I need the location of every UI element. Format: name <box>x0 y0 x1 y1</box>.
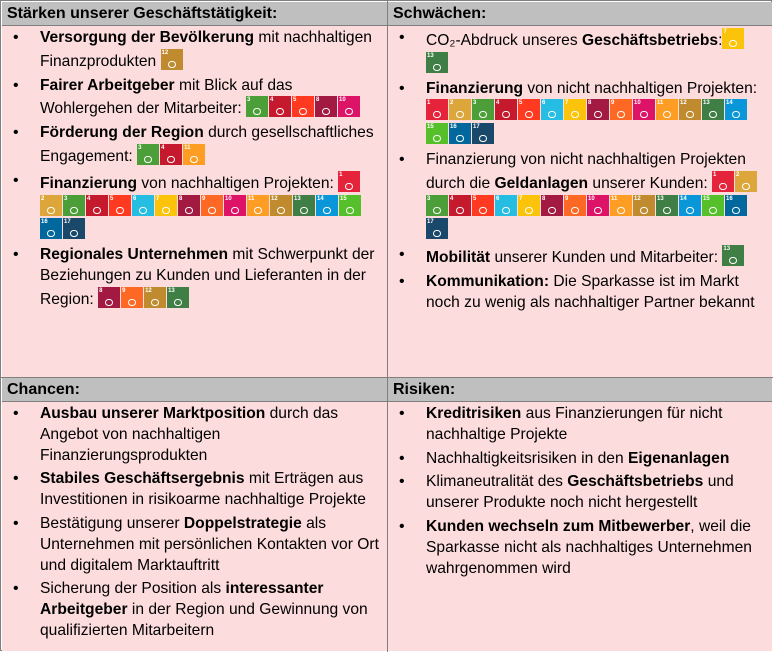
sdg-number: 13 <box>723 246 731 253</box>
sdg-number: 13 <box>294 195 301 202</box>
sdg-number: 2 <box>736 171 740 178</box>
sdg-6-icon <box>541 99 563 120</box>
sdg-pictogram <box>116 207 124 214</box>
sdg-icons <box>137 144 206 165</box>
sdg-number: 15 <box>427 124 434 131</box>
sdg-pictogram <box>663 111 671 118</box>
sdg-pictogram <box>345 183 353 190</box>
sdg-pictogram <box>276 108 284 115</box>
sdg-17-icon <box>426 218 448 239</box>
sdg-4-icon <box>160 144 182 165</box>
sdg-4-icon <box>449 195 471 216</box>
sdg-number: 5 <box>473 195 477 202</box>
list-item <box>2 579 381 641</box>
sdg-number: 17 <box>473 124 480 131</box>
sdg-13-icon <box>722 245 744 266</box>
sdg-pictogram <box>208 207 216 214</box>
item-text: , weil die Sparkasse nicht als nachhaltiges Unternehmen wahrgenommen wird <box>426 517 752 577</box>
row-divider <box>1 377 773 378</box>
sdg-pictogram <box>300 207 308 214</box>
sdg-14-icon <box>316 195 338 216</box>
sdg-pictogram <box>640 111 648 118</box>
sdg-14-icon <box>679 195 701 216</box>
sdg-number: 12 <box>161 49 169 56</box>
sdg-pictogram <box>525 207 533 214</box>
item-text: durch das Angebot von nachhaltigen Finanzierungsprodukten <box>40 405 339 464</box>
sdg-2-icon <box>40 195 62 216</box>
sdg-10-icon <box>338 96 360 117</box>
item-text: unserer Kunden: <box>588 174 713 192</box>
sdg-number: 9 <box>611 100 615 107</box>
strengths-quadrant <box>2 2 387 377</box>
sdg-pictogram <box>70 207 78 214</box>
weaknesses-quadrant <box>388 2 772 377</box>
sdg-pictogram <box>456 135 464 142</box>
sdg-3-icon <box>63 195 85 216</box>
sdg-pictogram <box>548 207 556 214</box>
sdg-number: 15 <box>703 195 710 202</box>
sdg-pictogram <box>346 207 354 214</box>
sdg-pictogram <box>167 156 175 163</box>
sdg-number: 12 <box>145 287 152 294</box>
sdg-number: 10 <box>339 97 346 104</box>
sdg-number: 11 <box>248 195 255 202</box>
list-item <box>388 272 766 314</box>
sdg-pictogram <box>502 111 510 118</box>
sdg-4-icon <box>495 99 517 120</box>
item-bold-text: Geldanlagen <box>494 174 589 192</box>
item-bold-text: Geschäftsbetriebs <box>567 473 704 491</box>
sdg-12-icon <box>270 195 292 216</box>
sdg-12-icon <box>633 195 655 216</box>
sdg-number: 16 <box>450 124 457 131</box>
item-bold-text: Doppelstrategie <box>183 514 302 532</box>
sdg-pictogram <box>433 230 441 237</box>
sdg-number: 16 <box>726 195 733 202</box>
sdg-pictogram <box>617 111 625 118</box>
sdg-17-icon <box>63 218 85 239</box>
sdg-number: 11 <box>657 100 664 107</box>
sdg-number: 1 <box>339 171 343 178</box>
sdg-14-icon <box>725 99 747 120</box>
sdg-pictogram <box>732 207 740 214</box>
sdg-13-icon <box>167 287 189 308</box>
item-text: Sicherung der Position als <box>40 580 226 598</box>
item-text: und unserer Produkte noch nicht hergestellt <box>426 473 734 512</box>
item-text: Klimaneutralität des <box>426 473 568 491</box>
sdg-pictogram <box>174 299 182 306</box>
sdg-number: 3 <box>427 195 431 202</box>
sdg-11-icon <box>610 195 632 216</box>
sdg-pictogram <box>277 207 285 214</box>
sdg-7-icon <box>722 28 744 49</box>
sdg-number: 9 <box>122 287 126 294</box>
sdg-number: 5 <box>110 195 114 202</box>
sdg-icons <box>246 97 361 117</box>
sdg-5-icon <box>109 195 131 216</box>
item-text: Die Sparkasse ist im Markt noch zu wenig als nachhaltiger Partner bekannt <box>426 272 755 311</box>
sdg-pictogram <box>253 108 261 115</box>
item-text: als Unternehmen mit persönlichen Kontakten vor Ort und digitalem Marktauftritt <box>40 514 379 574</box>
list-item <box>2 469 381 511</box>
sdg-pictogram <box>322 108 330 115</box>
sdg-17-icon <box>472 123 494 144</box>
list-item <box>2 245 381 310</box>
sdg-number: 2 <box>450 100 454 107</box>
item-text: : <box>718 32 723 49</box>
sdg-9-icon <box>121 287 143 308</box>
sdg-6-icon <box>132 195 154 216</box>
sdg-pictogram <box>729 257 737 264</box>
sdg-number: 7 <box>156 195 160 202</box>
sdg-15-icon <box>339 195 361 216</box>
item-text: mit nachhaltigen Finanzprodukten <box>40 29 372 70</box>
sdg-8-icon <box>587 99 609 120</box>
item-text: CO₂-Abdruck unseres <box>426 32 582 49</box>
sdg-12-icon <box>144 287 166 308</box>
sdg-10-icon <box>633 99 655 120</box>
list-item <box>2 123 381 168</box>
sdg-number: 8 <box>99 287 103 294</box>
sdg-pictogram <box>47 230 55 237</box>
sdg-11-icon <box>247 195 269 216</box>
sdg-number: 4 <box>450 195 454 202</box>
item-text: in der Region und Gewinnung von qualifizierten Mitarbeitern <box>40 601 368 639</box>
sdg-number: 4 <box>270 97 274 104</box>
sdg-pictogram <box>525 111 533 118</box>
weaknesses-header: Schwächen: <box>388 2 772 26</box>
sdg-number: 14 <box>317 195 324 202</box>
list-item <box>2 171 381 242</box>
sdg-number: 14 <box>726 100 733 107</box>
item-bold-text: Kommunikation: <box>426 272 550 290</box>
list-item <box>388 449 766 470</box>
item-text: unserer Kunden und Mitarbeiter: <box>490 249 723 267</box>
sdg-number: 13 <box>657 195 664 202</box>
list-item <box>388 517 766 579</box>
sdg-number: 2 <box>41 195 45 202</box>
sdg-15-icon <box>702 195 724 216</box>
sdg-11-icon <box>183 144 205 165</box>
sdg-number: 8 <box>542 195 546 202</box>
list-item <box>2 514 381 576</box>
sdg-pictogram <box>617 207 625 214</box>
item-bold-text: Kreditrisiken <box>426 405 522 422</box>
sdg-12-icon <box>161 49 183 70</box>
sdg-pictogram <box>456 207 464 214</box>
sdg-1-icon <box>426 99 448 120</box>
sdg-4-icon <box>86 195 108 216</box>
sdg-number: 6 <box>133 195 137 202</box>
opportunities-quadrant <box>2 378 387 651</box>
sdg-11-icon <box>656 99 678 120</box>
sdg-1-icon <box>338 171 360 192</box>
sdg-number: 8 <box>588 100 592 107</box>
sdg-pictogram <box>548 111 556 118</box>
sdg-number: 1 <box>427 100 431 107</box>
list-item <box>388 245 766 269</box>
sdg-pictogram <box>185 207 193 214</box>
sdg-pictogram <box>663 207 671 214</box>
sdg-3-icon <box>426 195 448 216</box>
sdg-number: 3 <box>473 100 477 107</box>
sdg-number: 17 <box>427 219 434 226</box>
sdg-icons <box>98 287 190 308</box>
item-bold-text: Finanzierung <box>426 79 524 97</box>
sdg-number: 6 <box>542 100 546 107</box>
risks-list <box>388 402 772 579</box>
sdg-7-icon <box>155 195 177 216</box>
sdg-2-icon <box>735 171 757 192</box>
sdg-6-icon <box>495 195 517 216</box>
sdg-number: 4 <box>161 144 165 151</box>
sdg-9-icon <box>201 195 223 216</box>
list-item <box>2 404 381 466</box>
sdg-pictogram <box>742 183 750 190</box>
sdg-1-icon <box>712 171 734 192</box>
sdg-number: 13 <box>703 100 710 107</box>
sdg-8-icon <box>178 195 200 216</box>
item-text: Bestätigung unserer <box>40 514 184 532</box>
sdg-number: 10 <box>225 195 232 202</box>
item-bold-text: Versorgung der Bevölkerung <box>40 29 255 46</box>
sdg-5-icon <box>518 99 540 120</box>
sdg-number: 11 <box>184 144 191 151</box>
sdg-pictogram <box>93 207 101 214</box>
item-text: mit Blick auf das Wohlergehen der Mitarbeiter: <box>40 76 293 118</box>
item-text: von nachhaltigen Projekten: <box>137 174 339 192</box>
sdg-number: 9 <box>202 195 206 202</box>
list-item <box>388 404 766 446</box>
strengths-list <box>2 26 387 311</box>
sdg-pictogram <box>686 111 694 118</box>
sdg-number: 10 <box>588 195 595 202</box>
item-text: durch gesellschaftliches Engagement: <box>40 124 374 165</box>
sdg-number: 5 <box>519 100 523 107</box>
opportunities-list <box>2 402 387 642</box>
sdg-pictogram <box>502 207 510 214</box>
sdg-13-icon <box>656 195 678 216</box>
column-divider <box>387 1 388 652</box>
sdg-13-icon <box>426 52 448 73</box>
sdg-number: 7 <box>519 195 523 202</box>
sdg-pictogram <box>168 61 176 68</box>
sdg-pictogram <box>151 299 159 306</box>
sdg-pictogram <box>594 111 602 118</box>
sdg-pictogram <box>709 111 717 118</box>
item-text: Finanzierung von nicht nachhaltigen Projekten durch die <box>426 150 746 192</box>
sdg-pictogram <box>299 108 307 115</box>
item-bold-text: Fairer Arbeitgeber <box>40 76 175 94</box>
sdg-pictogram <box>732 111 740 118</box>
sdg-3-icon <box>137 144 159 165</box>
sdg-16-icon <box>40 218 62 239</box>
sdg-pictogram <box>433 64 441 71</box>
sdg-8-icon <box>98 287 120 308</box>
sdg-16-icon <box>449 123 471 144</box>
sdg-9-icon <box>564 195 586 216</box>
sdg-number: 8 <box>179 195 183 202</box>
sdg-8-icon <box>315 96 337 117</box>
sdg-number: 3 <box>247 97 251 104</box>
item-bold-text: Förderung der Region <box>40 124 204 142</box>
sdg-number: 4 <box>496 100 500 107</box>
sdg-number: 7 <box>565 100 569 107</box>
sdg-number: 3 <box>64 195 68 202</box>
sdg-pictogram <box>719 183 727 190</box>
sdg-12-icon <box>679 99 701 120</box>
sdg-pictogram <box>47 207 55 214</box>
sdg-pictogram <box>144 156 152 163</box>
item-text: aus Finanzierungen für nicht nachhaltige Projekte <box>426 405 723 443</box>
item-text: Nachhaltigkeitsrisiken in den <box>426 449 628 467</box>
sdg-pictogram <box>433 111 441 118</box>
sdg-number: 5 <box>293 97 297 104</box>
item-text: mit Erträgen aus Investitionen in risikoarme nachhaltige Projekte <box>40 470 366 509</box>
sdg-13-icon <box>702 99 724 120</box>
sdg-pictogram <box>231 207 239 214</box>
sdg-icons <box>722 246 745 266</box>
sdg-number: 13 <box>427 52 434 59</box>
item-bold-text: Eigenanlagen <box>627 449 730 467</box>
sdg-pictogram <box>162 207 170 214</box>
sdg-7-icon <box>564 99 586 120</box>
sdg-pictogram <box>254 207 262 214</box>
list-item <box>388 472 766 514</box>
sdg-pictogram <box>571 207 579 214</box>
sdg-number: 8 <box>316 97 320 104</box>
sdg-3-icon <box>472 99 494 120</box>
list-item <box>388 28 766 76</box>
sdg-number: 15 <box>340 195 347 202</box>
sdg-pictogram <box>433 135 441 142</box>
list-item <box>2 76 381 121</box>
sdg-pictogram <box>128 299 136 306</box>
sdg-number: 14 <box>680 195 687 202</box>
sdg-pictogram <box>345 108 353 115</box>
sdg-9-icon <box>610 99 632 120</box>
item-bold-text: Regionales Unternehmen <box>40 246 229 264</box>
sdg-4-icon <box>269 96 291 117</box>
risks-header: Risiken: <box>388 378 772 402</box>
sdg-16-icon <box>725 195 747 216</box>
sdg-pictogram <box>709 207 717 214</box>
sdg-15-icon <box>426 123 448 144</box>
sdg-number: 13 <box>168 287 175 294</box>
sdg-13-icon <box>293 195 315 216</box>
sdg-5-icon <box>292 96 314 117</box>
sdg-number: 11 <box>611 195 618 202</box>
sdg-pictogram <box>594 207 602 214</box>
sdg-number: 12 <box>271 195 278 202</box>
item-bold-text: Geschäftsbetriebs <box>581 32 719 49</box>
sdg-pictogram <box>323 207 331 214</box>
sdg-pictogram <box>433 207 441 214</box>
sdg-pictogram <box>190 156 198 163</box>
list-item <box>388 79 766 147</box>
sdg-number: 6 <box>496 195 500 202</box>
sdg-8-icon <box>541 195 563 216</box>
sdg-pictogram <box>479 111 487 118</box>
sdg-number: 4 <box>87 195 91 202</box>
sdg-pictogram <box>479 207 487 214</box>
sdg-pictogram <box>686 207 694 214</box>
sdg-number: 10 <box>634 100 641 107</box>
sdg-7-icon <box>518 195 540 216</box>
item-bold-text: Mobilität <box>426 249 491 267</box>
sdg-pictogram <box>729 40 737 47</box>
sdg-5-icon <box>472 195 494 216</box>
item-bold-text: Finanzierung <box>40 174 138 192</box>
sdg-pictogram <box>640 207 648 214</box>
sdg-number: 1 <box>713 171 717 178</box>
sdg-10-icon <box>587 195 609 216</box>
sdg-number: 3 <box>138 144 142 151</box>
weaknesses-list <box>388 26 772 314</box>
sdg-10-icon <box>224 195 246 216</box>
item-bold-text: Ausbau unserer Marktposition <box>40 405 266 422</box>
sdg-number: 12 <box>680 100 687 107</box>
sdg-pictogram <box>456 111 464 118</box>
list-item <box>388 150 766 242</box>
sdg-icons <box>426 100 748 144</box>
sdg-number: 16 <box>41 219 48 226</box>
sdg-2-icon <box>449 99 471 120</box>
sdg-pictogram <box>571 111 579 118</box>
sdg-number: 9 <box>565 195 569 202</box>
sdg-icons <box>161 49 184 70</box>
sdg-pictogram <box>479 135 487 142</box>
item-text: von nicht nachhaltigen Projekten: <box>523 79 758 97</box>
item-bold-text: Kunden wechseln zum Mitbewerber <box>426 517 691 535</box>
list-item <box>2 28 381 73</box>
sdg-pictogram <box>139 207 147 214</box>
sdg-3-icon <box>246 96 268 117</box>
item-text: mit Schwerpunkt der Beziehungen zu Kunden und Lieferanten in der Region: <box>40 246 375 308</box>
sdg-pictogram <box>105 299 113 306</box>
sdg-number: 7 <box>723 29 727 35</box>
item-bold-text: Stabiles Geschäftsergebnis <box>40 470 245 488</box>
opportunities-header: Chancen: <box>2 378 387 402</box>
sdg-number: 12 <box>634 195 641 202</box>
sdg-pictogram <box>70 230 78 237</box>
sdg-number: 17 <box>64 219 71 226</box>
item-bold-text: interessanter Arbeitgeber <box>40 580 324 619</box>
strengths-header: Stärken unserer Geschäftstätigkeit: <box>2 2 387 26</box>
risks-quadrant <box>388 378 772 651</box>
